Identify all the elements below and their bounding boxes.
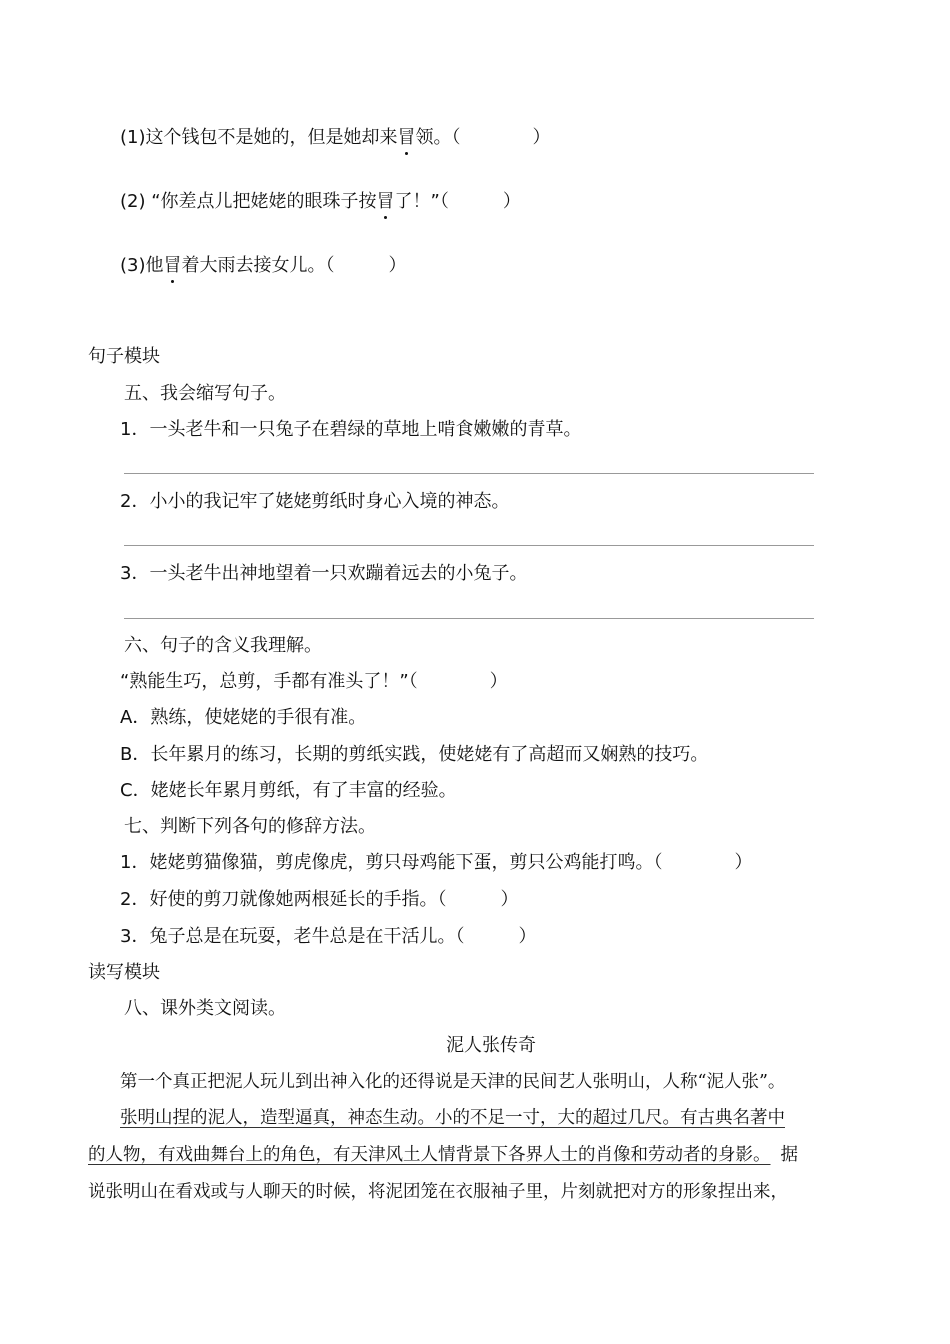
question-1-post: 领。（ ）	[415, 127, 551, 148]
section-eight-title: 八、课外类文阅读。	[124, 998, 286, 1019]
six-quote: “熟能生巧，总剪，手都有准头了！”（ ）	[120, 671, 508, 692]
line-2-tail: 据	[780, 1145, 798, 1165]
six-option-b: B．长年累月的练习，长期的剪纸实践，使姥姥有了高超而又娴熟的技巧。	[120, 744, 709, 765]
question-1-pre: (1)这个钱包不是她的，但是她却来	[120, 127, 398, 148]
question-2-post: 了！”（ ）	[394, 191, 521, 212]
article-paragraph-1: 第一个真正把泥人玩儿到出神入化的还得说是天津的民间艺人张明山，人称“泥人张”。	[120, 1072, 786, 1092]
reading-module-title: 读写模块	[88, 962, 160, 983]
question-3-pre: (3)他	[120, 255, 164, 276]
seven-item-1: 1．姥姥剪猫像猫，剪虎像虎，剪只母鸡能下蛋，剪只公鸡能打鸣。（ ）	[120, 852, 753, 873]
article-paragraph-2-line-3: 说张明山在看戏或与人聊天的时候，将泥团笼在衣服袖子里，片刻就把对方的形象捏出来，	[88, 1182, 788, 1202]
section-seven-title: 七、判断下列各句的修辞方法。	[124, 816, 376, 837]
question-3	[120, 254, 407, 278]
section-six-title: 六、句子的含义我理解。	[124, 635, 322, 656]
five-item-2: 2．小小的我记牢了姥姥剪纸时身心入境的神态。	[120, 491, 510, 512]
six-option-a: A．熟练，使姥姥的手很有准。	[120, 707, 367, 728]
underlined-sentence: 的人物，有戏曲舞台上的角色，有天津风土人情背景下各界人士的肖像和劳动者的身影。	[88, 1145, 771, 1165]
five-item-1: 1．一头老牛和一只兔子在碧绿的草地上啃食嫩嫩的青草。	[120, 419, 582, 440]
article-paragraph-2-line-1: 张明山捏的泥人，造型逼真，神态生动。小的不足一寸，大的超过几尺。有古典名著中	[120, 1108, 785, 1128]
question-3-post: 着大雨去接女儿。（ ）	[181, 255, 407, 276]
question-1-dotted-char: 冒	[397, 127, 416, 148]
question-3-dotted-char: 冒	[163, 255, 182, 276]
article-paragraph-2-line-2	[88, 1143, 798, 1167]
question-2	[120, 190, 521, 214]
article-title: 泥人张传奇	[446, 1035, 536, 1056]
question-1	[120, 126, 551, 150]
answer-line-3[interactable]	[124, 618, 814, 619]
six-option-c: C．姥姥长年累月剪纸，有了丰富的经验。	[120, 780, 457, 801]
question-2-dotted-char: 冒	[376, 191, 395, 212]
five-item-3: 3．一头老牛出神地望着一只欢蹦着远去的小兔子。	[120, 563, 528, 584]
seven-item-3: 3．兔子总是在玩耍，老牛总是在干活儿。（ ）	[120, 926, 537, 947]
question-2-pre: (2) “你差点儿把姥姥的眼珠子按	[120, 191, 377, 212]
section-five-title: 五、我会缩写句子。	[124, 383, 286, 404]
answer-line-1[interactable]	[124, 473, 814, 474]
answer-line-2[interactable]	[124, 545, 814, 546]
sentence-module-title: 句子模块	[88, 346, 160, 367]
seven-item-2: 2．好使的剪刀就像她两根延长的手指。（ ）	[120, 889, 519, 910]
